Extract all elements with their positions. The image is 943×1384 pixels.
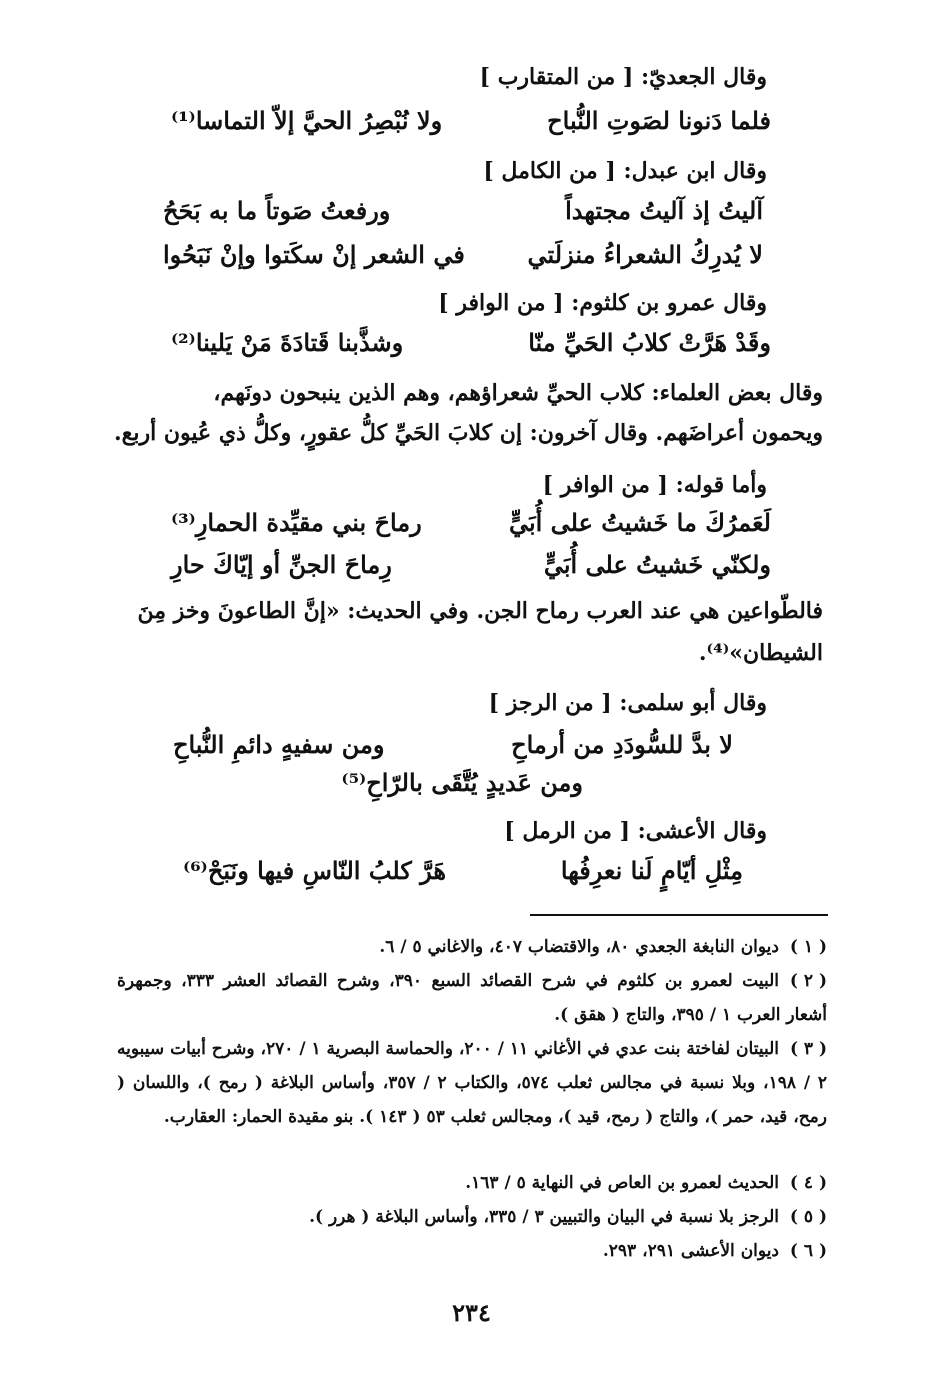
verse-hemistich-first: لا يُدرِكُ الشعراءُ منزلَتي [527, 240, 763, 269]
prose-line: وقال بعض العلماء: كلاب الحيِّ شعراؤهم، وهم الذين ينبحون دونَهم، [213, 380, 823, 406]
footnote-text: البيت لعمرو بن كلثوم في شرح القصائد السبع ٣٩٠، وشرح القصائد العشر ٣٣٣، وجمهرة أشعار العرب ١ / ٣٩٥، والتاج ( هقق ). [117, 971, 827, 1025]
footnote-text: ديوان الأعشى ٢٩١، ٢٩٣. [602, 1241, 779, 1261]
prose-line: الشيطان»⁽⁴⁾. [698, 640, 823, 666]
verse-line: ومن عَديدٍ يُتَّقَى بالرّاحِ⁽⁵⁾ [341, 768, 583, 797]
footnote-number: ( ٢ ) [789, 971, 827, 991]
footnote-5 [117, 1200, 827, 1234]
footnote-4 [117, 1166, 827, 1200]
verse-hemistich-first: فلما دَنونا لصَوتِ النُّباح [547, 106, 771, 135]
footnote-divider [530, 914, 828, 916]
page-number: ٢٣٤ [452, 1298, 491, 1327]
poem-intro: وقال الأعشى: [ من الرمل ] [504, 818, 767, 844]
verse-hemistich-second: في الشعر إنْ سكَتوا وإنْ نَبَحُوا [163, 240, 465, 269]
verse-hemistich-first: وقَدْ هَرَّتْ كلابُ الحَيِّ منّا [528, 328, 771, 357]
footnote-number: ( ١ ) [789, 937, 827, 957]
poem-intro: وقال أبو سلمى: [ من الرجز ] [488, 690, 767, 716]
footnote-6 [117, 1234, 827, 1268]
footnote-number: ( ٦ ) [789, 1241, 827, 1261]
footnote-number: ( ٤ ) [789, 1173, 827, 1193]
verse-hemistich-second: وشذَّبنا قَتادَةَ مَنْ يَلينا⁽²⁾ [171, 328, 404, 357]
poem-intro: وأما قوله: [ من الوافر ] [542, 472, 767, 498]
verse-hemistich-second: رِماحَ الجنِّ أو إيّاكَ حارِ [171, 550, 392, 579]
verse-hemistich-second: ومن سفيهٍ دائمِ النُّباحِ [173, 730, 385, 759]
verse-hemistich-first: مِثْلِ أيّامٍ لَنا نعرِفُها [560, 856, 743, 885]
footnote-number: ( ٥ ) [789, 1207, 827, 1227]
footnote-2 [117, 964, 827, 1032]
footnote-3 [117, 1032, 827, 1134]
poem-intro: وقال عمرو بن كلثوم: [ من الوافر ] [438, 290, 767, 316]
footnote-number: ( ٣ ) [789, 1039, 828, 1059]
verse-hemistich-first: لَعَمرُكَ ما خَشيتُ على أُبَيٍّ [508, 508, 771, 537]
verse-hemistich-first: ولكنّي خَشيتُ على أُبَيٍّ [543, 550, 771, 579]
prose-line: ويحمون أعراضَهم. وقال آخرون: إن كلابَ الحَيِّ كلُّ عقورٍ، وكلُّ ذي عُيون أربع. [114, 420, 823, 446]
footnote-text: الرجز بلا نسبة في البيان والتبيين ٣ / ٣٣٥، وأساس البلاغة ( هرر ). [309, 1207, 779, 1227]
footnote-text: ديوان النابغة الجعدي ٨٠، والاقتضاب ٤٠٧، والاغاني ٥ / ٦. [379, 937, 779, 957]
verse-hemistich-second: ولا نُبْصِرُ الحيَّ إلاّ التماسا⁽¹⁾ [171, 106, 443, 135]
verse-hemistich-first: آليتُ إذ آليتُ مجتهداً [565, 196, 763, 225]
prose-line: فالطّواعين هي عند العرب رماح الجن. وفي الحديث: «إنَّ الطاعونَ وخز مِنَ [137, 598, 823, 624]
verse-hemistich-second: ورفعتُ صَوتاً ما به بَحَحُ [163, 196, 391, 225]
footnote-text: الحديث لعمرو بن العاص في النهاية ٥ / ١٦٣. [465, 1173, 779, 1193]
poem-intro: وقال ابن عبدل: [ من الكامل ] [483, 158, 767, 184]
footnote-text: البيتان لفاختة بنت عدي في الأغاني ١١ / ٢٠٠، والحماسة البصرية ١ / ٢٧٠، وشرح أبيات سيبويه ٢ / ١٩٨، وبلا نسبة في مجالس ثعلب ٥٧٤، والكتاب ٢ / ٣٥٧، وأساس البلاغة ( رمح )، واللسان ( رمح، قيد، حمر )، والتاج ( رمح، قيد )، ومجالس ثعلب ٥٣ ( ١٤٣ ). بنو مقيدة الحمار: العقارب. [117, 1039, 828, 1127]
verse-hemistich-first: لا بدَّ للسُّودَدِ من أرماحِ [511, 730, 733, 759]
poem-intro: وقال الجعديّ: [ من المتقارب ] [479, 64, 767, 90]
verse-hemistich-second: هَرَّ كلبُ النّاسِ فيها ونَبَحْ⁽⁶⁾ [183, 856, 447, 885]
verse-hemistich-second: رماحَ بني مقيِّدة الحمارِ⁽³⁾ [171, 508, 422, 537]
footnote-1 [117, 930, 827, 964]
